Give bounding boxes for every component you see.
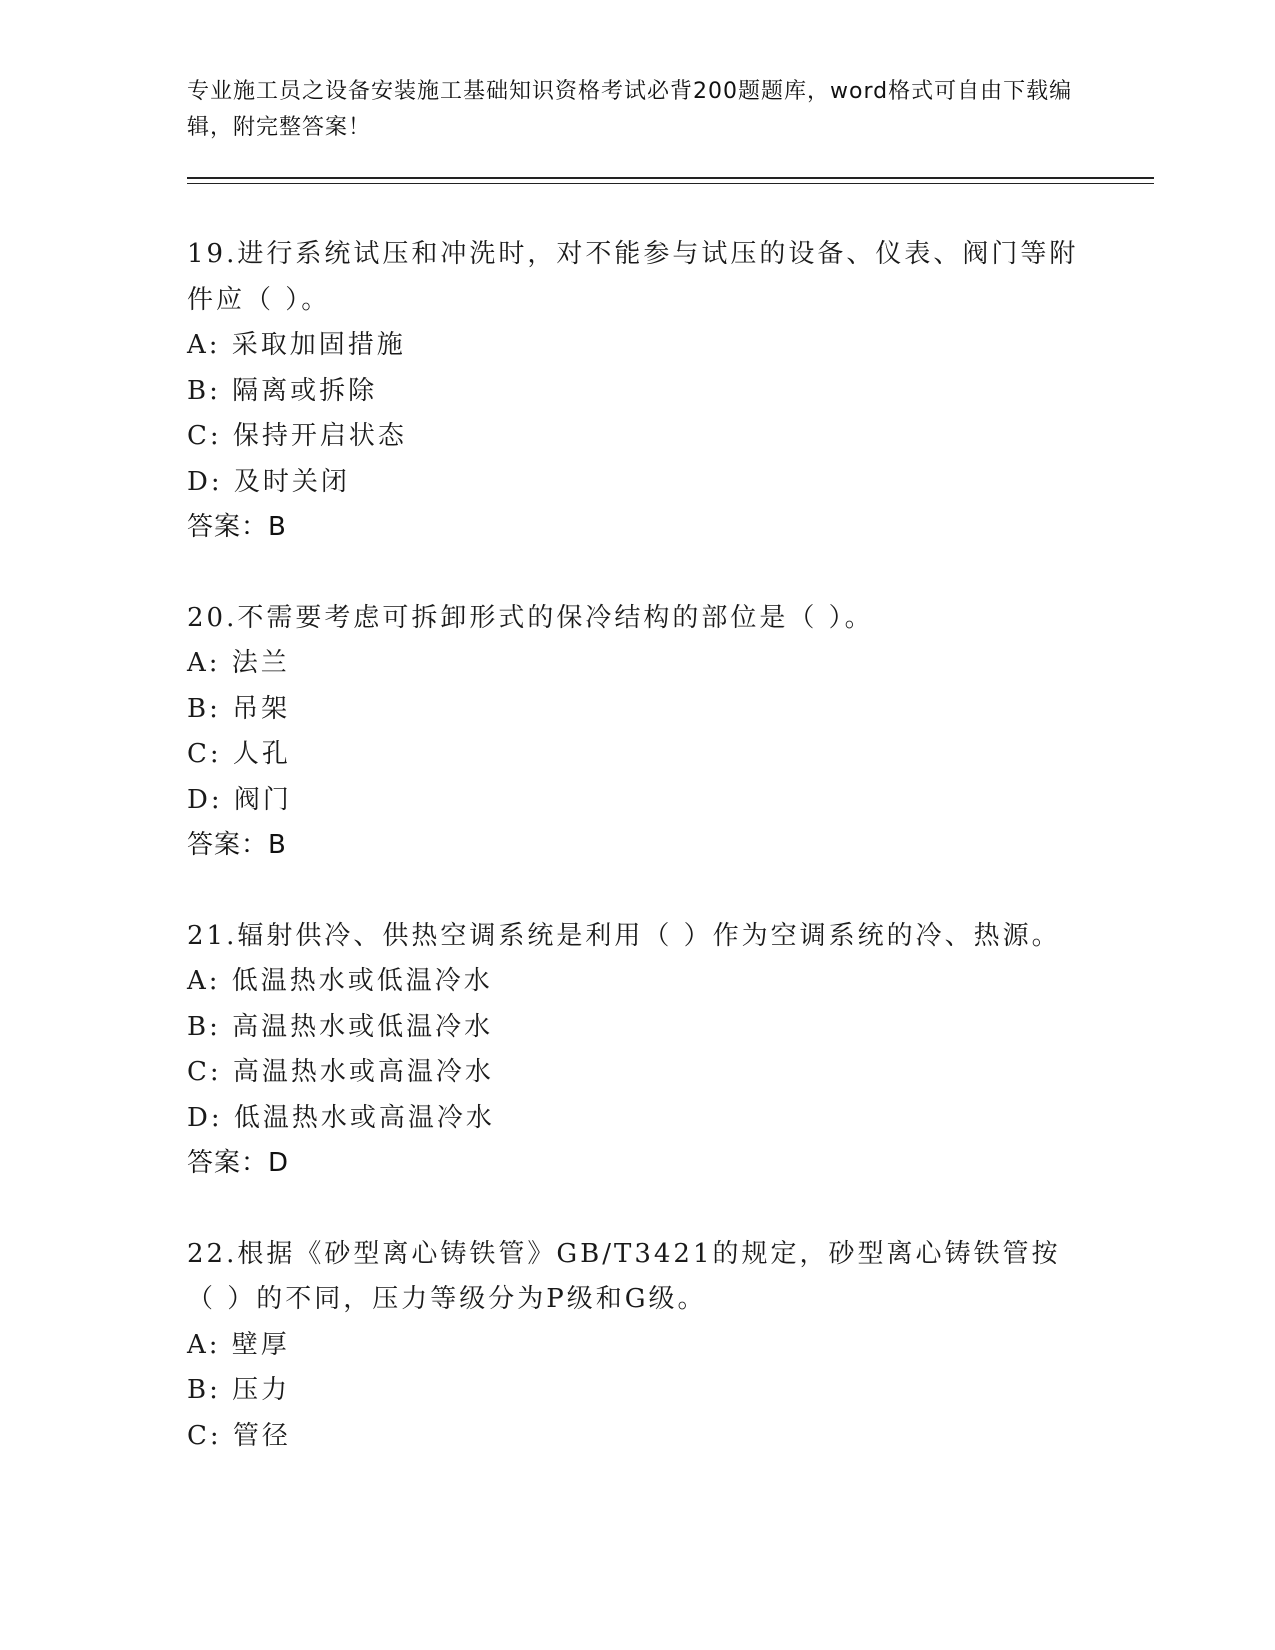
answer: 答案：B bbox=[187, 512, 287, 542]
answer: 答案：D bbox=[187, 1148, 290, 1178]
question-20 bbox=[187, 596, 1087, 869]
option-a: A: 壁厚 bbox=[187, 1329, 290, 1360]
header-divider-thick bbox=[187, 177, 1154, 179]
option-c: C: 保持开启状态 bbox=[187, 421, 407, 451]
question-stem: 21.辐射供冷、供热空调系统是利用（ ）作为空调系统的冷、热源。 bbox=[187, 920, 1061, 951]
question-stem: 20.不需要考虑可拆卸形式的保冷结构的部位是（ ）。 bbox=[187, 602, 874, 633]
header-divider-thin bbox=[187, 183, 1154, 184]
answer: 答案：B bbox=[187, 830, 287, 860]
option-b: B: 高温热水或低温冷水 bbox=[187, 1011, 494, 1042]
option-d: D: 低温热水或高温冷水 bbox=[187, 1102, 495, 1133]
option-b: B: 隔离或拆除 bbox=[187, 375, 378, 406]
question-21 bbox=[187, 914, 1087, 1187]
option-b: B: 压力 bbox=[187, 1375, 291, 1405]
option-c: C: 人孔 bbox=[187, 739, 291, 769]
option-a: A: 低温热水或低温冷水 bbox=[187, 966, 493, 996]
question-stem: 22.根据《砂型离心铸铁管》GB/T3421的规定，砂型离心铸铁管按（ ）的不同，压力等级分为P级和G级。 bbox=[187, 1238, 1061, 1314]
option-c: C: 管径 bbox=[187, 1420, 291, 1451]
option-d: D: 阀门 bbox=[187, 784, 292, 815]
option-c: C: 高温热水或高温冷水 bbox=[187, 1057, 494, 1087]
option-b: B: 吊架 bbox=[187, 693, 291, 724]
option-a: A: 法兰 bbox=[187, 648, 290, 678]
question-stem: 19.进行系统试压和冲洗时，对不能参与试压的设备、仪表、阀门等附件应（ ）。 bbox=[187, 239, 1079, 315]
question-22 bbox=[187, 1232, 1087, 1460]
document-header: 专业施工员之设备安装施工基础知识资格考试必背200题题库，word格式可自由下载编辑，附完整答案！ bbox=[187, 79, 1073, 140]
option-d: D: 及时关闭 bbox=[187, 466, 350, 497]
option-a: A: 采取加固措施 bbox=[187, 330, 406, 360]
question-list bbox=[187, 232, 1087, 1504]
question-19 bbox=[187, 232, 1087, 551]
